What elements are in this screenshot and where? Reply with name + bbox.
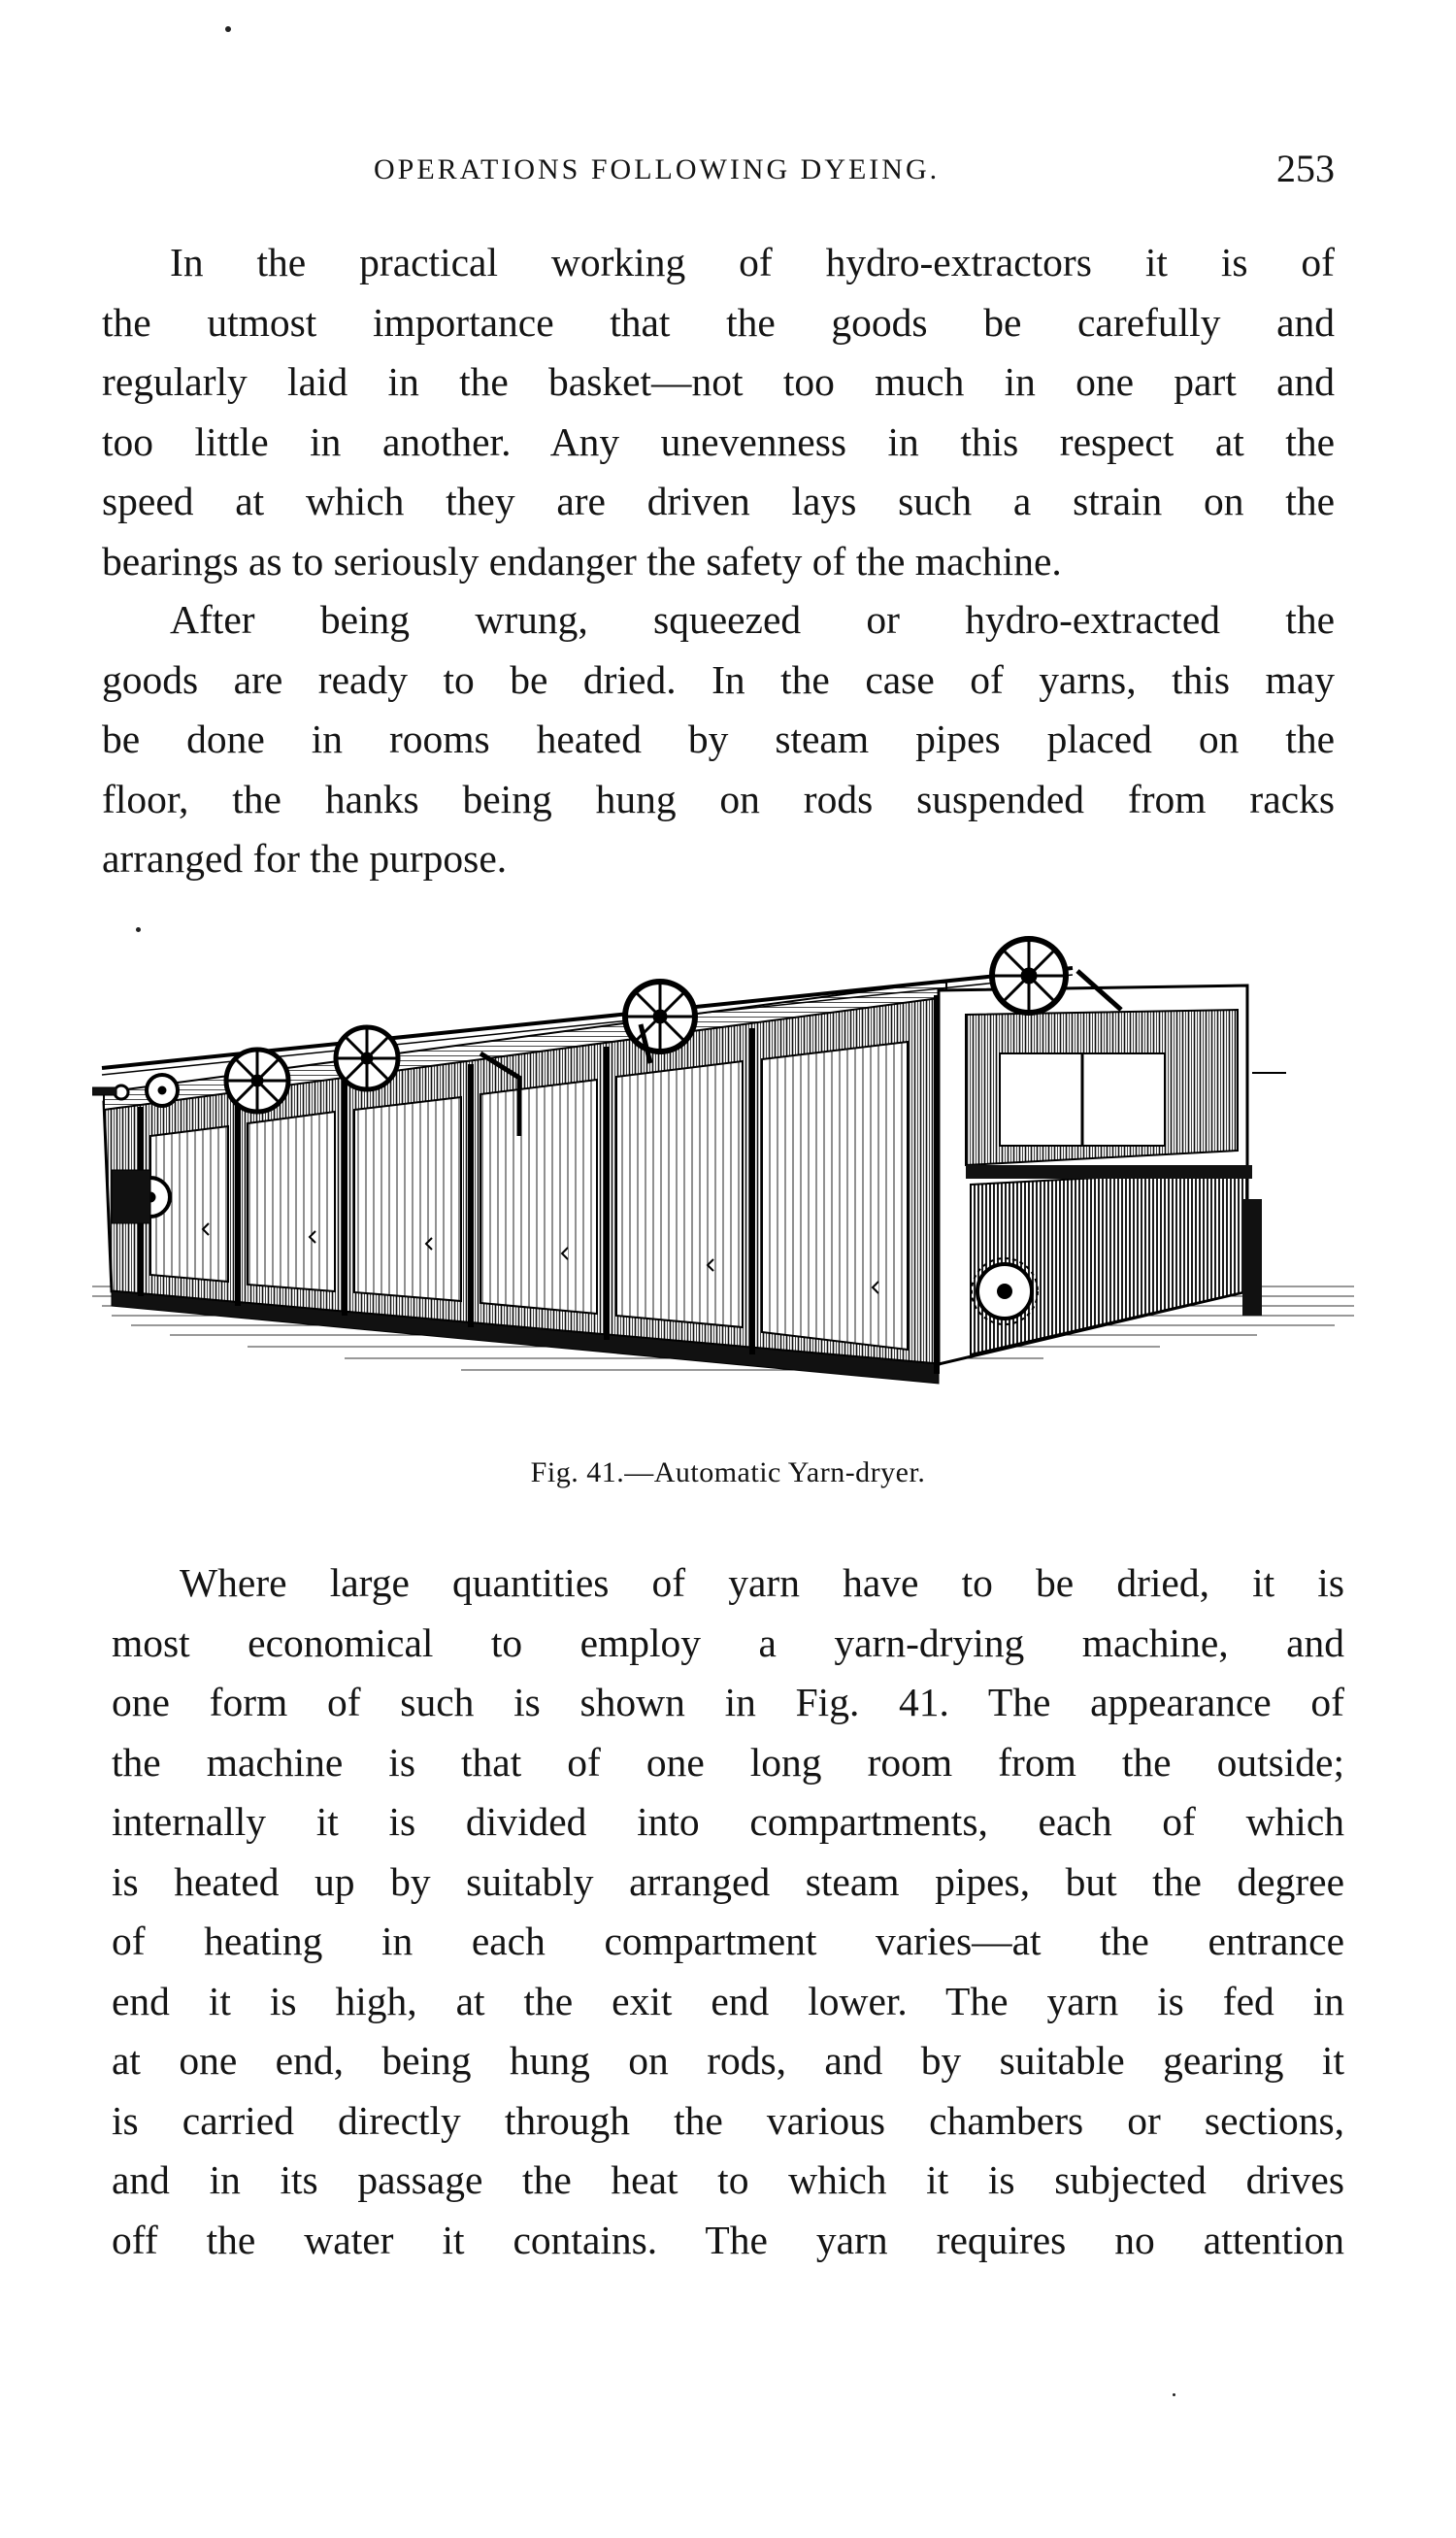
text-line: is carried directly through the various chambers or sections, <box>112 2097 1344 2143</box>
text-line: is heated up by suitably arranged steam pipes, but the degree <box>112 1858 1344 1904</box>
text-line: After being wrung, squeezed or hydro-extracted the <box>170 597 1335 642</box>
text-line: most economical to employ a yarn-drying machine, and <box>112 1620 1344 1665</box>
text-line: speed at which they are driven lays such a strain on the <box>102 479 1335 523</box>
text-line: too little in another. Any unevenness in this respect at the <box>102 418 1335 464</box>
text-line: at one end, being hung on rods, and by suitable gearing it <box>112 2038 1344 2083</box>
end-stand <box>1242 1199 1262 1316</box>
ink-speck <box>225 26 231 32</box>
page-number: 253 <box>1276 147 1335 190</box>
text-line: one form of such is shown in Fig. 41. The appearance of <box>112 1680 1344 1724</box>
text-line: internally it is divided into compartments, each of which <box>112 1799 1344 1844</box>
paragraph-drying <box>102 590 1335 889</box>
text-line: end it is high, at the exit end lower. The yarn is fed in <box>112 1978 1344 2023</box>
figure-title: —Automatic Yarn-dryer. <box>624 1456 926 1488</box>
text-line: In the practical working of hydro-extractors it is of <box>170 240 1335 284</box>
text-line: regularly laid in the basket—not too much in one part and <box>102 359 1335 404</box>
text-line: the machine is that of one long room from the outside; <box>112 1739 1344 1785</box>
paragraph-hydro-extractors <box>102 233 1335 591</box>
text-line: the utmost importance that the goods be carefully and <box>102 299 1335 345</box>
running-title: OPERATIONS FOLLOWING DYEING. <box>374 153 941 185</box>
text-line: goods are ready to be dried. In the case of yarns, this may <box>102 656 1335 702</box>
exit-roller <box>966 1165 1252 1179</box>
text-line: bearings as to seriously endanger the safety of the machine. <box>102 538 1062 584</box>
text-line: off the water it contains. The yarn requires no attention <box>112 2217 1344 2262</box>
text-line: and in its passage the heat to which it is subjected drives <box>112 2157 1344 2202</box>
text-line: Where large quantities of yarn have to be dried, it is <box>180 1560 1344 1605</box>
figure-caption <box>0 1456 1456 1489</box>
paragraph-yarn-drying-machine <box>112 1553 1344 2270</box>
figure-label: Fig. 41. <box>530 1456 625 1488</box>
yarn-dryer-engraving <box>92 908 1359 1413</box>
text-line: arranged for the purpose. <box>102 836 508 881</box>
hanging-yarn <box>971 1170 1247 1354</box>
text-line: of heating in each compartment varies—at the entrance <box>112 1919 1344 1963</box>
text-line: floor, the hanks being hung on rods suspended from racks <box>102 776 1335 821</box>
ink-speck <box>1173 2393 1175 2396</box>
text-line: be done in rooms heated by steam pipes placed on the <box>102 717 1335 761</box>
running-head <box>102 146 1335 200</box>
